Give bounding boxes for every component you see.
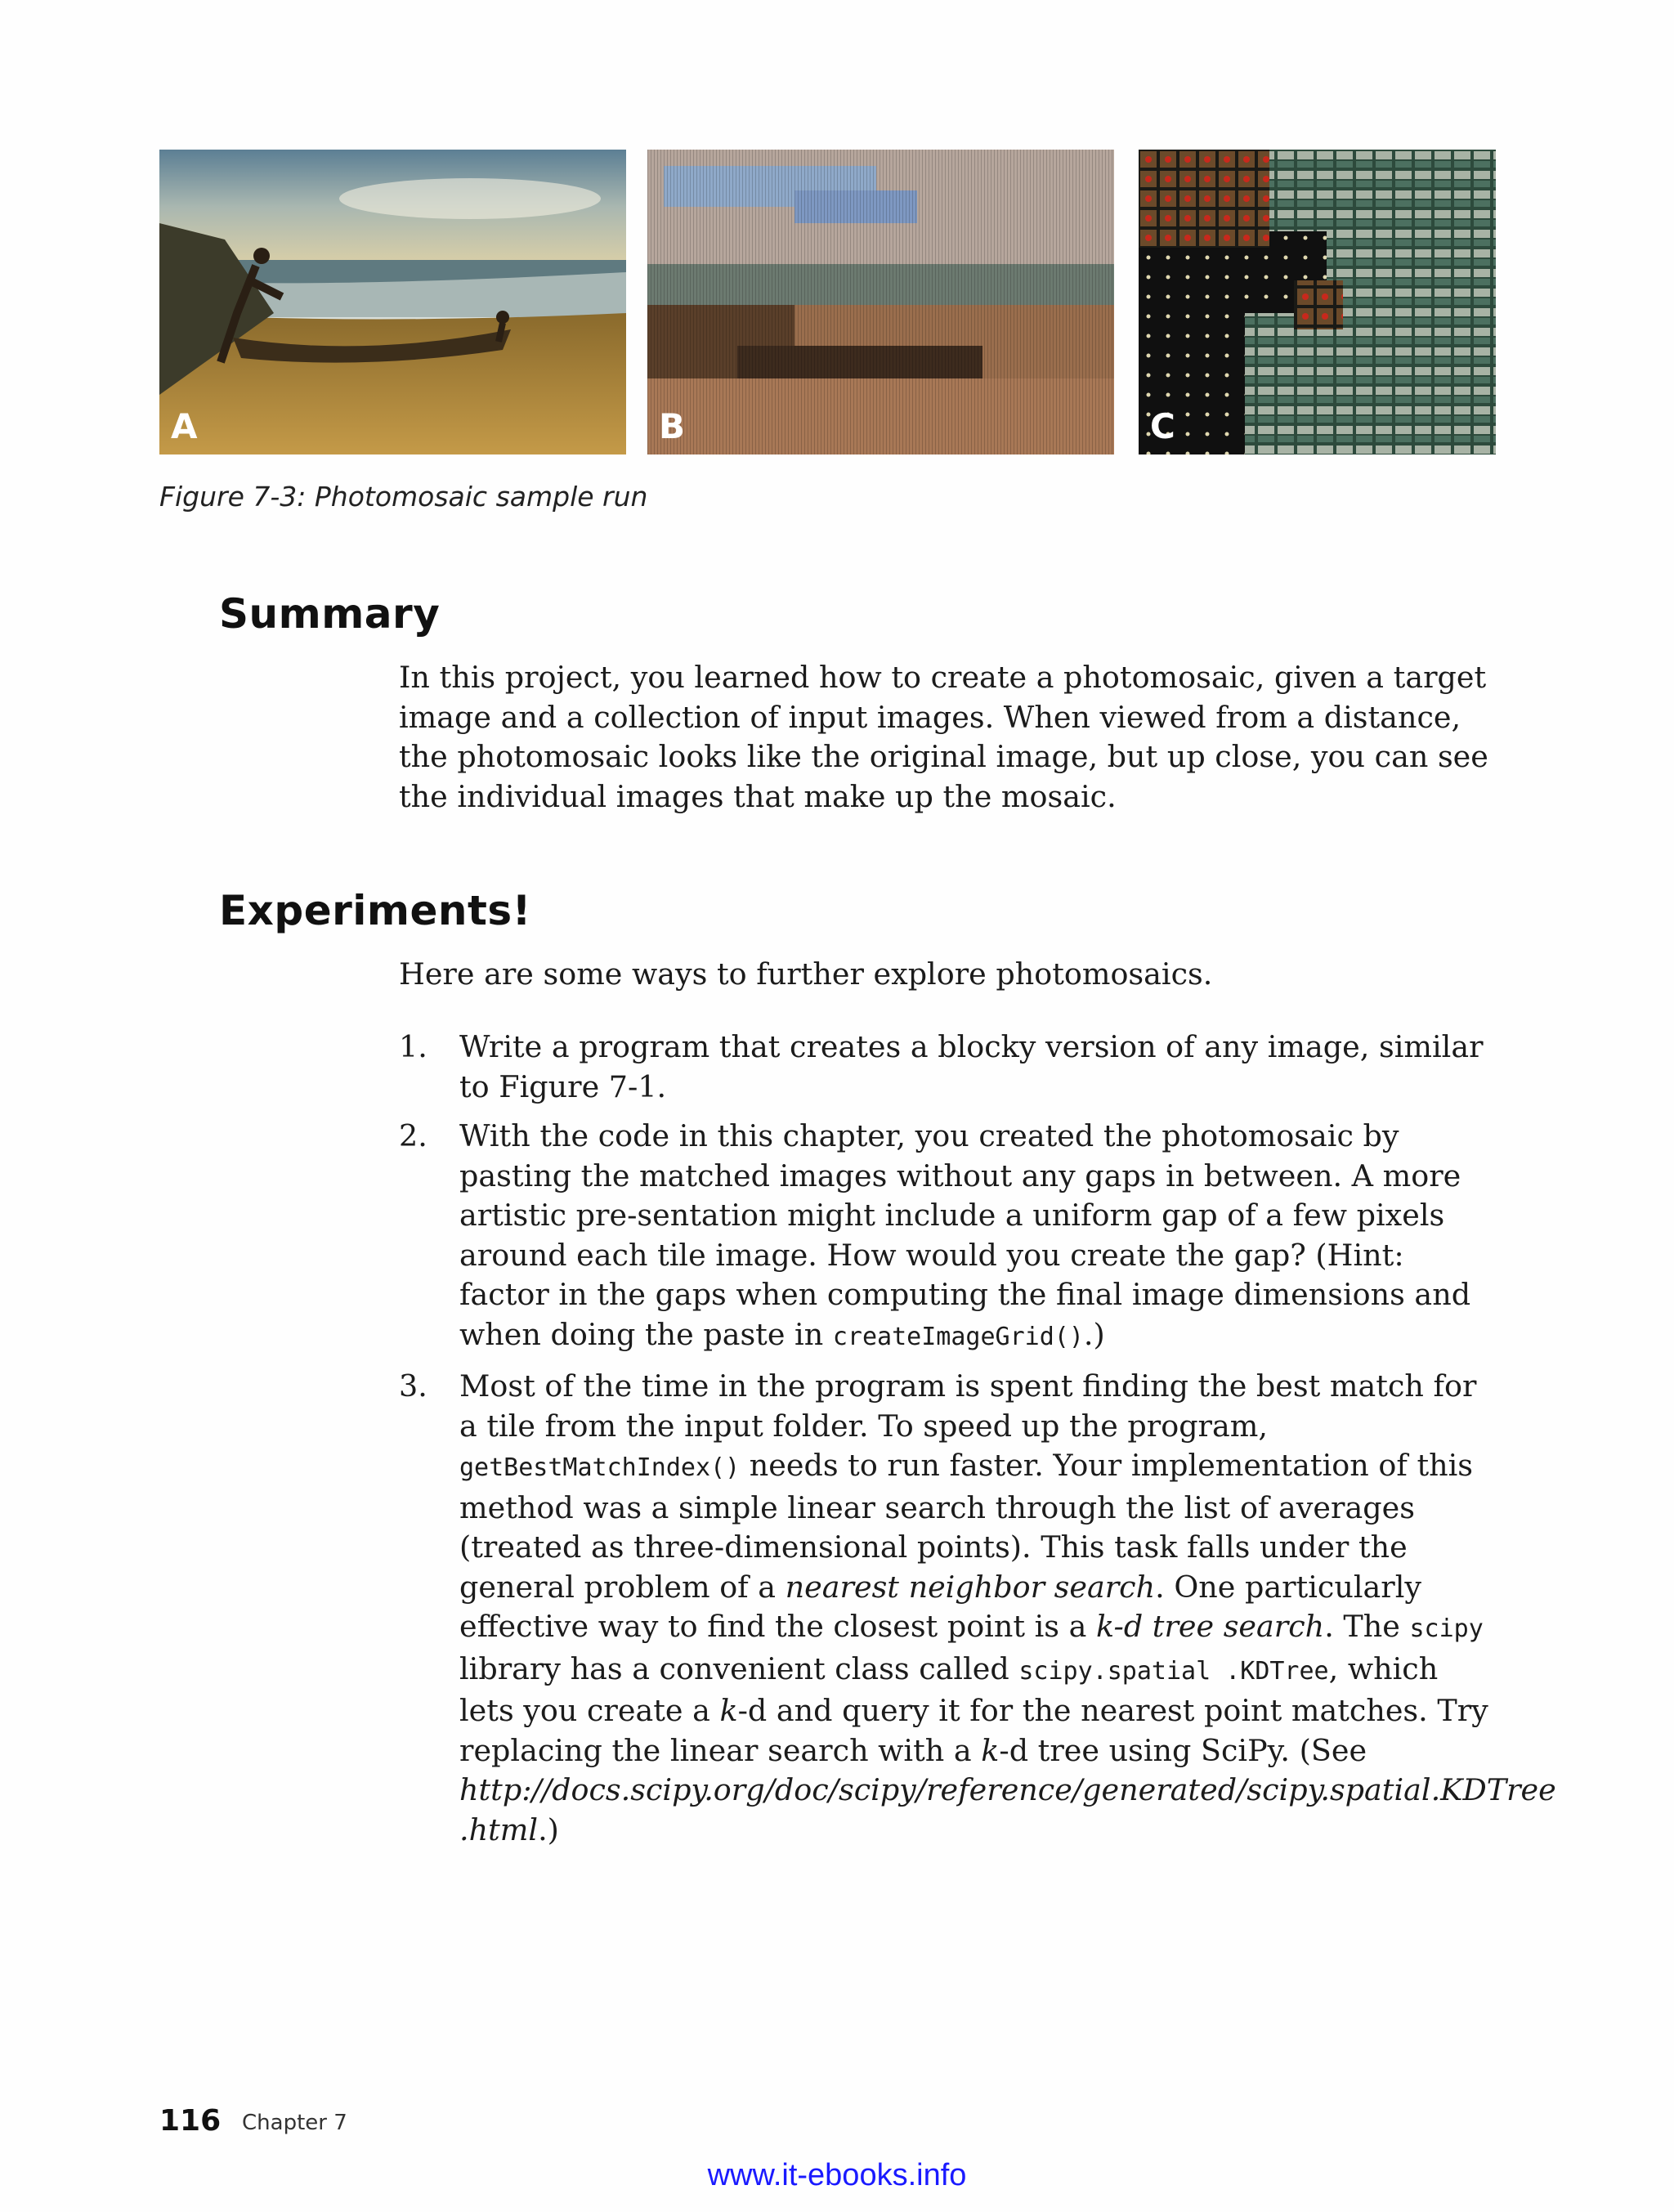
figure-panel-a (159, 150, 626, 454)
list-item-number: 2. (399, 1118, 427, 1153)
figure-caption: Figure 7-3: Photomosaic sample run (159, 481, 648, 513)
code-scipy: scipy (1409, 1614, 1484, 1643)
list-item-number: 1. (399, 1029, 427, 1064)
list-item (399, 1028, 1498, 1107)
term-k: k (1096, 1609, 1114, 1644)
list-item-text: Write a program that creates a blocky version of any image, similar to Figure 7-1. (459, 1029, 1484, 1104)
chapter-label: Chapter 7 (242, 2111, 347, 2135)
experiments-intro (399, 955, 1498, 995)
list-item-text: -d and query it for the nearest point matches. Try replacing the linear search with a (459, 1693, 1488, 1768)
term-tree-search: -d tree search (1113, 1609, 1325, 1644)
scipy-docs-url: http://docs.scipy.org/doc/scipy/reference/generated/scipy.spatial.KDTree .html (459, 1772, 1556, 1847)
code-scipy-spatial-kdtree: scipy.spatial .KDTree (1018, 1656, 1329, 1686)
list-item-text: , which lets you create a (459, 1650, 1439, 1728)
summary-heading: Summary (219, 590, 441, 638)
term-k: k (981, 1732, 1000, 1768)
list-item (399, 1117, 1498, 1357)
experiments-heading: Experiments! (219, 887, 531, 934)
panel-letter-a: A (171, 406, 198, 446)
list-item-text: .) (538, 1811, 559, 1847)
experiments-list (399, 1028, 1556, 1860)
list-item-text: needs to run faster. Your implementation of this method was a simple linear search through the list of averages (treated as three-dimensional points). This task falls under the general problem of a (459, 1448, 1474, 1605)
list-item-text: . The (1324, 1609, 1410, 1644)
source-link[interactable]: www.it-ebooks.info (707, 2158, 967, 2192)
code-get-best-match-index: getBestMatchIndex() (459, 1453, 741, 1482)
figure-panel-c (1139, 150, 1496, 454)
page-number: 116 (159, 2104, 222, 2138)
panel-letter-c: C (1150, 406, 1175, 446)
beach-photo-image (159, 150, 626, 454)
summary-paragraph (399, 658, 1498, 817)
summary-text: In this project, you learned how to create a photomosaic, given a target image and a collection of input images. When viewed from a distance, the photomosaic looks like the original image, but up close, you can see the individual images that make up the mosaic. (399, 660, 1488, 814)
list-item-text: . One particularly effective way to find the closest point is a (459, 1569, 1422, 1644)
experiments-intro-text: Here are some ways to further explore photomosaics. (399, 956, 1213, 992)
list-item-text: -d tree using SciPy. (See (999, 1732, 1367, 1768)
blocky-beach-photo-image (647, 150, 1114, 454)
list-item-text: With the code in this chapter, you created the photomosaic by pasting the matched images without any gaps in between. A more artistic pre-sentation might include a uniform gap of a few pixels around each tile image. How would you create the gap? (Hint: factor in the gaps when computing the final image dimensions and when doing the paste in (459, 1118, 1471, 1352)
figure-panel-b (647, 150, 1114, 454)
term-k: k (719, 1693, 738, 1728)
list-item (399, 1367, 1556, 1850)
photomosaic-closeup-image (1139, 150, 1496, 454)
list-item-text: library has a convenient class called (459, 1650, 1019, 1686)
list-item-number: 3. (399, 1368, 427, 1404)
term-nearest-neighbor-search: nearest neighbor search (785, 1569, 1156, 1605)
panel-letter-b: B (659, 406, 686, 446)
code-create-image-grid: createImageGrid() (832, 1322, 1084, 1351)
list-item-text-end: .) (1083, 1316, 1105, 1352)
list-item-text: Most of the time in the program is spent finding the best match for a tile from the input folder. To speed up the program, (459, 1368, 1477, 1444)
